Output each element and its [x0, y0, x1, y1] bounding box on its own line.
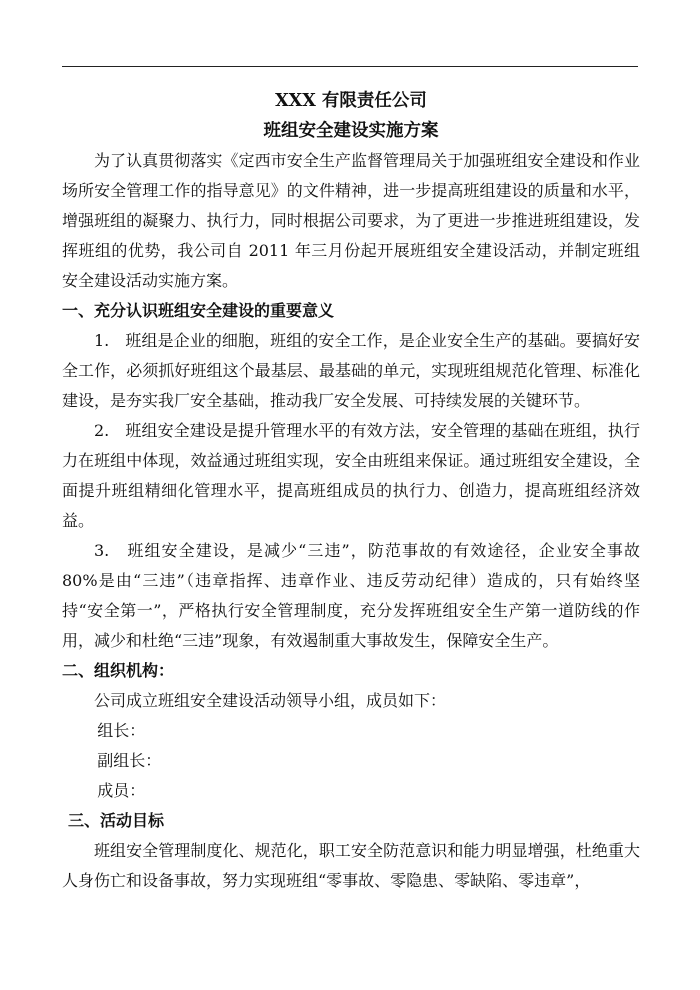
section-3-heading: 三、活动目标	[68, 811, 165, 830]
section-1-item-2: 2. 班组安全建设是提升管理水平的有效方法，安全管理的基础在班组，执行力在班组中体现，效益通过班组实现，安全由班组来保证。通过班组安全建设，全面提升班组精细化管理水平，提高班组成员的执行力、创造力，提高班组经济效益。	[62, 421, 640, 530]
section-3-text: 班组安全管理制度化、规范化，职工安全防范意识和能力明显增强，杜绝重大人身伤亡和设备事故，努力实现班组“零事故、零隐患、零缺陷、零违章”，	[62, 841, 640, 890]
deputy-leader-line: 副组长：	[97, 751, 162, 770]
members-line: 成员：	[97, 781, 146, 800]
header-rule	[62, 66, 638, 67]
document-page	[62, 86, 640, 896]
section-1-heading: 一、充分认识班组安全建设的重要意义	[62, 301, 335, 320]
intro-paragraph: 为了认真贯彻落实《定西市安全生产监督管理局关于加强班组安全建设和作业场所安全管理工作的指导意见》的文件精神，进一步提高班组建设的质量和水平，增强班组的凝聚力、执行力，同时根据公司要求，为了更进一步推进班组建设，发挥班组的优势，我公司自 2011 年三月份起开展班组安全建设活动，并制定班组安全建设活动实施方案。	[62, 151, 640, 290]
section-1-item-3: 3. 班组安全建设，是减少“三违”，防范事故的有效途径，企业安全事故80%是由“三违”（违章指挥、违章作业、违反劳动纪律）造成的，只有始终坚持“安全第一”，严格执行安全管理制度，充分发挥班组安全生产第一道防线的作用，减少和杜绝“三违”现象，有效遏制重大事故发生，保障安全生产。	[62, 541, 640, 650]
section-2-heading: 二、组织机构：	[62, 661, 175, 680]
plan-title: 班组安全建设实施方案	[263, 121, 439, 141]
section-2-intro: 公司成立班组安全建设活动领导小组，成员如下：	[94, 691, 447, 710]
company-title: XXX 有限责任公司	[275, 91, 427, 111]
leader-line: 组长：	[97, 721, 146, 740]
section-1-item-1: 1. 班组是企业的细胞，班组的安全工作，是企业安全生产的基础。要搞好安全工作，必须抓好班组这个最基层、最基础的单元，实现班组规范化管理、标准化建设，是夯实我厂安全基础，推动我厂安全发展、可持续发展的关键环节。	[62, 331, 640, 410]
